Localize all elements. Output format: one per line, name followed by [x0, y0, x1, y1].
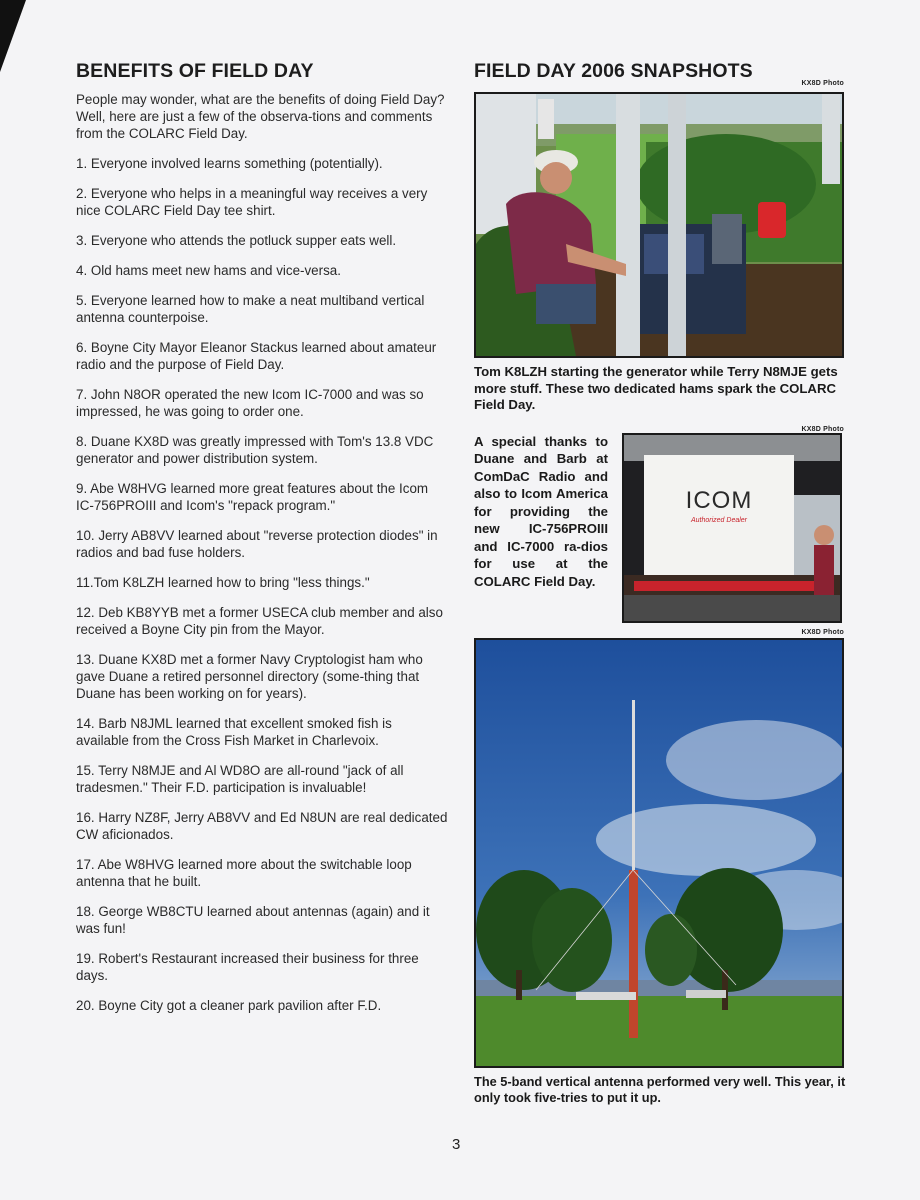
benefit-item: 1. Everyone involved learns something (potentially). — [76, 156, 383, 171]
special-thanks-text: A special thanks to Duane and Barb at ComDaC Radio and also to Icom America for providing the new IC-756PROIII and IC-7000 ra-dios for use at the COLARC Field Day. — [474, 433, 608, 589]
benefit-item: 6. Boyne City Mayor Eleanor Stackus learned about amateur radio and the purpose of Field Day. — [76, 340, 437, 372]
antenna-photo — [474, 638, 844, 1068]
icom-logo: ICOM — [685, 486, 753, 514]
benefit-item: 17. Abe W8HVG learned more about the switchable loop antenna that he built. — [76, 857, 412, 889]
benefit-item: 13. Duane KX8D met a former Navy Cryptologist ham who gave Duane a retired personnel directory (some-thing that Duane has been working on for years). — [76, 652, 423, 701]
benefit-item: 2. Everyone who helps in a meaningful way receives a very nice COLARC Field Day tee shirt. — [76, 186, 428, 218]
benefit-item: 15. Terry N8MJE and Al WD8O are all-round "jack of all tradesmen." Their F.D. participation is invaluable! — [76, 763, 404, 795]
benefit-item: 12. Deb KB8YYB met a former USECA club member and also received a Boyne City pin from the Mayor. — [76, 605, 443, 637]
generator-photo-art — [476, 94, 842, 356]
page-number: 3 — [452, 1136, 461, 1153]
scan-corner-shadow — [0, 0, 26, 72]
generator-photo — [474, 92, 844, 358]
benefit-item: 16. Harry NZ8F, Jerry AB8VV and Ed N8UN are real dedicated CW aficionados. — [76, 810, 448, 842]
benefit-item: 5. Everyone learned how to make a neat multiband vertical antenna counterpoise. — [76, 293, 425, 325]
benefit-item: 8. Duane KX8D was greatly impressed with Tom's 13.8 VDC generator and power distribution system. — [76, 434, 434, 466]
benefit-item: 4. Old hams meet new hams and vice-versa. — [76, 263, 341, 278]
antenna-photo-caption: The 5-band vertical antenna performed very well. This year, it only took five-tries to put it up. — [474, 1073, 846, 1105]
photo-credit: KX8D Photo — [801, 425, 844, 433]
icom-banner-art — [624, 435, 840, 621]
benefit-item: 7. John N8OR operated the new Icom IC-7000 and was so impressed, he was going to order one. — [76, 387, 424, 419]
generator-photo-caption: Tom K8LZH starting the generator while Terry N8MJE gets more stuff. These two dedicated hams spark the COLARC Field Day. — [474, 364, 838, 412]
benefit-item: 19. Robert's Restaurant increased their business for three days. — [76, 951, 419, 983]
antenna-photo-art — [476, 640, 842, 1066]
benefit-item: 14. Barb N8JML learned that excellent smoked fish is available from the Cross Fish Market in Charlevoix. — [76, 716, 392, 748]
photo-credit: KX8D Photo — [801, 80, 844, 87]
photo-credit: KX8D Photo — [801, 628, 844, 636]
thanks-row — [474, 433, 846, 629]
icom-dealer-text: Authorized Dealer — [690, 516, 748, 524]
benefit-item: 18. George WB8CTU learned about antennas (again) and it was fun! — [76, 904, 430, 936]
benefit-item: 11.Tom K8LZH learned how to bring "less things." — [76, 575, 370, 590]
benefit-item: 9. Abe W8HVG learned more great features about the Icom IC-756PROIII and Icom's "repack program." — [76, 481, 429, 513]
benefit-item: 20. Boyne City got a cleaner park pavilion after F.D. — [76, 998, 382, 1013]
benefit-item: 3. Everyone who attends the potluck supper eats well. — [76, 233, 397, 248]
benefits-heading: BENEFITS OF FIELD DAY — [76, 60, 314, 82]
benefits-intro: People may wonder, what are the benefits of doing Field Day? Well, here are just a few of the observa-tions and comments from the COLARC Field Day. — [76, 92, 445, 141]
benefits-column — [76, 60, 448, 1014]
benefit-item: 10. Jerry AB8VV learned about "reverse protection diodes" in radios and bad fuse holders. — [76, 528, 438, 560]
snapshots-column — [474, 60, 846, 1106]
snapshots-header — [474, 60, 846, 92]
icom-banner-photo — [622, 433, 842, 623]
snapshots-heading: FIELD DAY 2006 SNAPSHOTS — [474, 60, 753, 82]
